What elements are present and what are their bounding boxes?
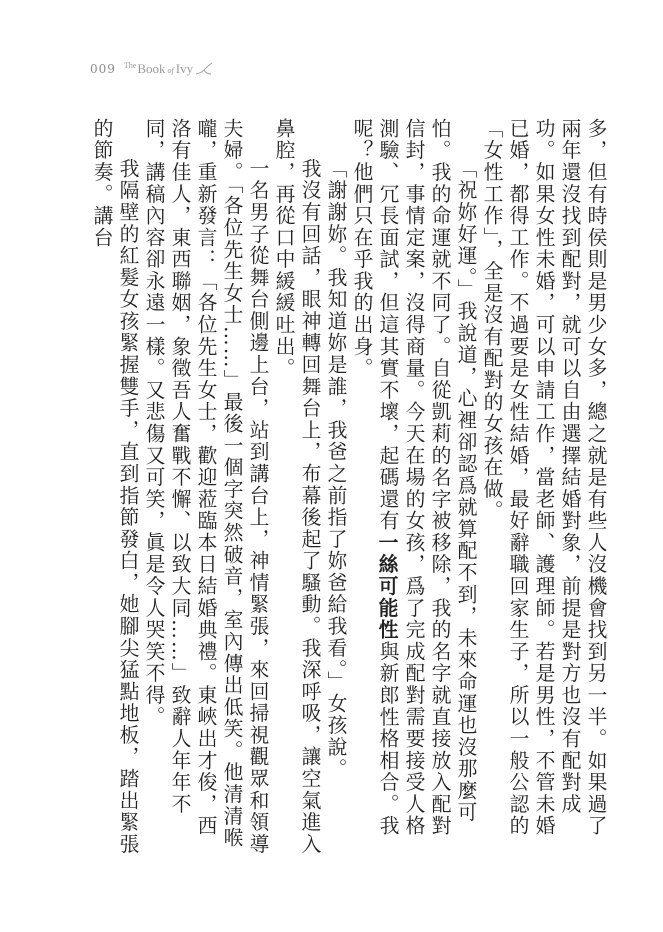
paragraph-2-end: 與新郎性格相合。我呢？他們只在乎我的出身。 xyxy=(350,118,399,838)
book-title-book: Book xyxy=(137,61,166,76)
paragraph-6: 我隔壁的紅髮女孩緊握雙手，直到指節發白，她腳尖猛點地板，踏出緊張的節奏。講台 xyxy=(90,118,139,855)
emphasis-possibility: 一絲可能性 xyxy=(375,532,399,641)
book-title-ivy: Ivy xyxy=(175,61,194,76)
paragraph-2 xyxy=(348,118,478,858)
book-title-of: of xyxy=(167,66,174,75)
book-title-the: The xyxy=(123,61,137,70)
paragraph-5: 一名男子從舞台側邊上台，站到講台上，神情緊張，來回掃視觀眾和領導夫婦。「各位先生女士……」最後一個字突然破音，室內傳出低笑。他清清喉嚨，重新發言：「各位先生女士，歡迎蒞臨本日結婚典禮。東峽出才俊，西洛有佳人，東西聯姻，象徵吾人奮戰不懈、以致大同……」致辭人年年不同，講稿內容卻永遠一樣。又悲傷又可笑，眞是令人哭笑不得。 xyxy=(142,118,269,855)
ivy-leaf-icon xyxy=(195,62,213,76)
page-number: 009 xyxy=(90,62,116,76)
paragraph-2-text: 「祝妳好運。」我說道，心裡卻認爲就算配不到，未來命運也沒那麼可怕。我的命運就不同了。自從凱莉的名字被移除，我的名字就直接放入配對信封，事情定案，沒得商量。今天在場的女孩，爲了完成配對需要接受人格測驗、冗長面試，但這其實不壞，起碼還有 xyxy=(376,118,477,838)
running-header xyxy=(90,61,213,77)
paragraph-4: 我沒有回話，眼神轉回舞台上，布幕後起了騷動。我深呼吸，讓空氣進入鼻腔，再從口中緩緩吐出。 xyxy=(272,118,321,855)
paragraph-3: 「謝謝妳。我知道妳是誰，我爸之前指了妳爸給我看。」女孩說。 xyxy=(324,157,347,780)
vertical-text-body xyxy=(83,118,608,858)
book-title xyxy=(124,61,193,77)
paragraph-1: 多，但有時侯則是男少女多，總之就是有些人沒機會找到另一半。如果過了兩年還沒找到配對，就可以自由選擇結婚對象，前提是對方也沒有配對成功。如果女性未婚，可以申請工作，當老師、護理師。若是男性，不管未婚已婚，都得工作。不過要是女性結婚，最好辭職回家生子，所以一般公認的「女性工作」，全是沒有配對的女孩在做。 xyxy=(480,118,607,838)
